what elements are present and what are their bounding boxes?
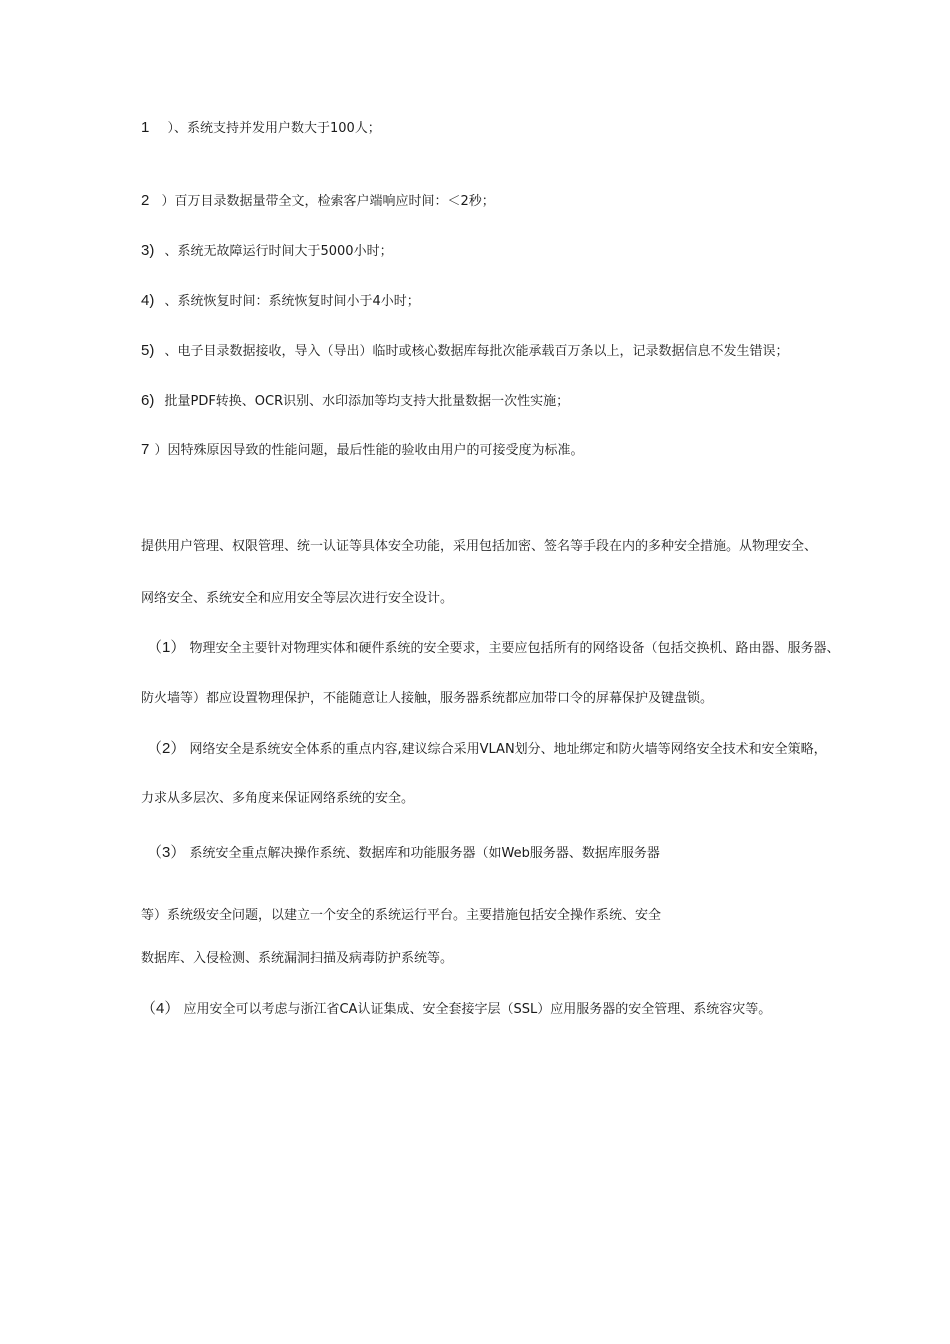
security-item-2: [147, 739, 827, 760]
perf-item-number: 5): [141, 342, 155, 359]
security-item-number: （2）: [147, 740, 186, 757]
perf-item-2: [141, 191, 495, 212]
perf-item-1: [141, 118, 381, 139]
security-item-text: 系统安全重点解决操作系统、数据库和功能服务器（如Web服务器、数据库服务器: [189, 846, 660, 861]
perf-item-number: 4): [141, 292, 155, 309]
perf-item-text: 、系统无故障运行时间大于5000小时；: [164, 244, 393, 259]
security-item-3: [147, 843, 660, 864]
security-item-2-cont: 力求从多层次、多角度来保证网络系统的安全。: [141, 791, 415, 806]
security-item-text: 网络安全是系统安全体系的重点内容,建议综合采用VLAN划分、地址绑定和防火墙等网络安全技术和安全策略，: [189, 742, 827, 757]
perf-item-text: ）、系统支持并发用户数大于100人；: [167, 121, 381, 136]
security-intro-line-2: 网络安全、系统安全和应用安全等层次进行安全设计。: [141, 591, 454, 606]
security-item-1-cont: 防火墙等）都应设置物理保护，不能随意让人接触，服务器系统都应加带口令的屏幕保护及键盘锁。: [141, 691, 714, 706]
perf-item-text: 批量PDF转换、OCR识别、水印添加等均支持大批量数据一次性实施；: [164, 394, 570, 409]
perf-item-text: 、系统恢复时间：系统恢复时间小于4小时；: [164, 294, 420, 309]
perf-item-4: [141, 291, 420, 312]
security-item-3-cont-1: 等）系统级安全问题，以建立一个安全的系统运行平台。主要措施包括安全操作系统、安全: [141, 908, 662, 923]
perf-item-text: ）因特殊原因导致的性能问题，最后性能的验收由用户的可接受度为标准。: [154, 443, 584, 458]
security-item-number: （3）: [147, 844, 186, 861]
security-item-3-cont-2: 数据库、入侵检测、系统漏洞扫描及病毒防护系统等。: [141, 951, 454, 966]
security-item-number: （4）: [141, 1000, 180, 1017]
perf-item-number: 2: [141, 192, 150, 209]
perf-item-text: ）百万目录数据量带全文，检索客户端响应时间：＜2秒；: [161, 194, 495, 209]
security-item-text: 物理安全主要针对物理实体和硬件系统的安全要求，主要应包括所有的网络设备（包括交换机、路由器、服务器、: [189, 641, 840, 656]
perf-item-number: 1: [141, 119, 150, 136]
security-intro-line-1: 提供用户管理、权限管理、统一认证等具体安全功能，采用包括加密、签名等手段在内的多种安全措施。从物理安全、: [141, 539, 818, 554]
perf-item-7: [141, 440, 584, 461]
perf-item-3: [141, 241, 393, 262]
perf-item-6: [141, 391, 569, 412]
perf-item-number: 7: [141, 441, 150, 458]
perf-item-number: 6): [141, 392, 155, 409]
perf-item-5: [141, 341, 789, 362]
security-item-number: （1）: [147, 639, 186, 656]
security-item-text: 应用安全可以考虑与浙江省CA认证集成、安全套接字层（SSL）应用服务器的安全管理、系统容灾等。: [183, 1002, 772, 1017]
security-item-1: [147, 638, 840, 659]
perf-item-text: 、电子目录数据接收，导入（导出）临时或核心数据库每批次能承载百万条以上，记录数据信息不发生错误；: [164, 344, 789, 359]
perf-item-number: 3): [141, 242, 155, 259]
security-item-4: [141, 999, 771, 1020]
